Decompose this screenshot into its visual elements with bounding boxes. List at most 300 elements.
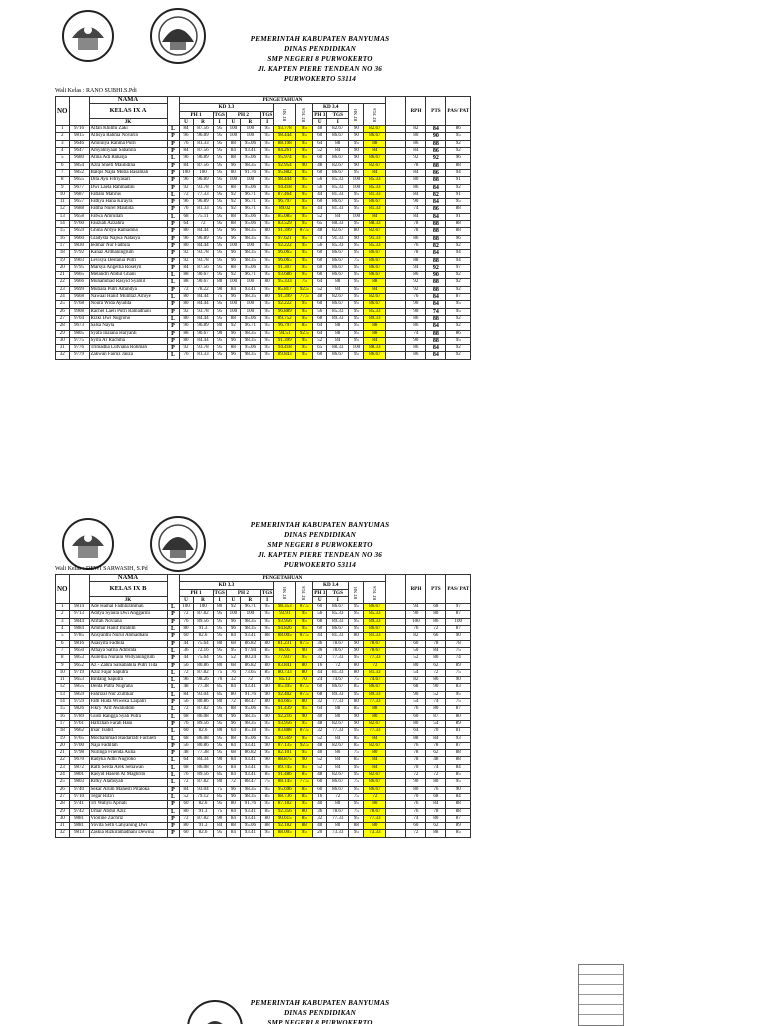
header-line-city: PURWOKERTO 53114 <box>283 75 357 83</box>
cell-tgs3: 90 <box>349 235 364 242</box>
cell-rt-tgs: 95 <box>296 626 313 633</box>
cell-rt-nh-2: 82.67 <box>364 162 386 169</box>
cell-rt-nh-2: 86.67 <box>364 301 386 308</box>
cell-rph: 86 <box>406 345 426 352</box>
cell-pts: 80 <box>426 655 446 662</box>
cell-rt-tgs: 90 <box>296 713 313 720</box>
cell-rt-tgs: 92.5 <box>296 742 313 749</box>
cell-tgs1: 80 <box>213 779 226 786</box>
cell-ph1-u: 44 <box>179 640 193 647</box>
cell-tgs2: 95 <box>260 177 273 184</box>
cell-pas-pat: 75 <box>446 669 471 676</box>
cell-rt-tgs: 80 <box>296 662 313 669</box>
cell-rt-tgs: 92.5 <box>296 286 313 293</box>
cell-rph: 60 <box>406 713 426 720</box>
cell-ph3-r: 85.33 <box>327 611 349 618</box>
cell-rt-tgs: 95 <box>296 206 313 213</box>
cell-tgs2: 85 <box>260 808 273 815</box>
cell-pas-pat: 86 <box>446 330 471 337</box>
cell-tgs3: 95 <box>349 301 364 308</box>
table-row <box>56 742 471 749</box>
cell-spacer <box>386 213 406 220</box>
cell-ph3-u: 44 <box>313 669 327 676</box>
cell-rt-nh-2: 86.67 <box>364 272 386 279</box>
cell-rph: 86 <box>406 140 426 147</box>
cell-rph: 90 <box>406 199 426 206</box>
cell-ph1-r: 96.89 <box>193 235 213 242</box>
cell-ph3-r: 82.67 <box>327 720 349 727</box>
cell-gender: P <box>167 750 179 757</box>
cell-tgs3: 95 <box>349 337 364 344</box>
cell-rt-nh: 91.399 <box>274 337 296 344</box>
cell-no: 11 <box>56 677 70 684</box>
cell-rt-nh-2: 86.67 <box>364 684 386 691</box>
table-row <box>56 677 471 684</box>
cell-gender: P <box>167 699 179 706</box>
r-header: R <box>240 118 260 125</box>
cell-rt-tgs: 95 <box>296 184 313 191</box>
cell-pas-pat: 97 <box>446 264 471 271</box>
ph3-header: PH 3 <box>314 589 326 596</box>
cell-rt-nh: 88.736 <box>274 793 296 800</box>
cell-tgs3: 95 <box>349 221 364 228</box>
cell-no: 23 <box>56 286 70 293</box>
cell-name: Tri Wahyu Apriati <box>89 801 167 808</box>
cell-ph1-u: 44 <box>179 655 193 662</box>
cell-no: 20 <box>56 264 70 271</box>
cell-tgs2: 95 <box>260 618 273 625</box>
cell-ph3-r: 84 <box>327 764 349 771</box>
cell-rt-nh: 91.399 <box>274 228 296 235</box>
cell-ph3-u: 60 <box>313 684 327 691</box>
cell-pas-pat: 83 <box>446 684 471 691</box>
cell-ph3-r: 89.33 <box>327 691 349 698</box>
cell-ph1-r: 87.82 <box>193 779 213 786</box>
cell-nis: 9853 <box>69 655 89 662</box>
cell-ph2-u: 76 <box>226 669 240 676</box>
cell-gender: L <box>167 684 179 691</box>
cell-gender: P <box>167 199 179 206</box>
cell-rt-nh-2: 86.67 <box>364 604 386 611</box>
cell-nis: 9759 <box>69 699 89 706</box>
cell-pts: 84 <box>426 184 446 191</box>
cell-ph1-r: 75.64 <box>193 655 213 662</box>
cell-rt-nh: 96.797 <box>274 199 296 206</box>
cell-ph3-u: 60 <box>313 133 327 140</box>
cell-tgs2: 85 <box>260 793 273 800</box>
cell-name: Mutiara Putri Amindya <box>89 286 167 293</box>
table-row <box>56 764 471 771</box>
cell-rph: 86 <box>406 235 426 242</box>
cell-no: 5 <box>56 633 70 640</box>
cell-pts: 52 <box>426 691 446 698</box>
cell-gender: L <box>167 772 179 779</box>
cell-pas-pat: 75 <box>446 699 471 706</box>
cell-no: 29 <box>56 808 70 815</box>
cell-tgs2: 95 <box>260 169 273 176</box>
cell-tgs2: 95 <box>260 155 273 162</box>
cell-rt-nh: 93.686 <box>274 272 296 279</box>
cell-no: 21 <box>56 750 70 757</box>
cell-gender: L <box>167 808 179 815</box>
cell-rt-nh: 88.145 <box>274 779 296 786</box>
cell-rt-nh: 89.02 <box>274 206 296 213</box>
cell-rph: 70 <box>406 764 426 771</box>
cell-spacer <box>386 830 406 837</box>
cell-tgs2: 75 <box>260 779 273 786</box>
cell-rt-nh-2: 86.67 <box>364 264 386 271</box>
cell-tgs2: 95 <box>260 250 273 257</box>
cell-name: Tegar Rifa'i <box>89 793 167 800</box>
cell-tgs2: 90 <box>260 691 273 698</box>
cell-tgs2: 70 <box>260 677 273 684</box>
cell-pas-pat: 92 <box>446 352 471 359</box>
cell-no: 10 <box>56 191 70 198</box>
cell-pts: 88 <box>426 286 446 293</box>
cell-pas-pat: 85 <box>446 830 471 837</box>
cell-pts: 80 <box>426 779 446 786</box>
cell-name: Asasyifa Fadhila <box>89 640 167 647</box>
cell-tgs1: 85 <box>213 772 226 779</box>
cell-ph1-u: 48 <box>179 684 193 691</box>
cell-gender: P <box>167 257 179 264</box>
cell-ph1-u: 76 <box>179 352 193 359</box>
cell-tgs1: 95 <box>213 250 226 257</box>
cell-pas-pat: 88 <box>446 162 471 169</box>
cell-rt-nh-2: 91.33 <box>364 235 386 242</box>
cell-spacer <box>386 764 406 771</box>
cell-pts: 62 <box>426 823 446 830</box>
cell-no: 4 <box>56 148 70 155</box>
cell-rph: 90 <box>406 691 426 698</box>
header-line-government: PEMERINTAH KABUPATEN BANYUMAS <box>250 999 390 1007</box>
cell-ph2-u: 52 <box>226 655 240 662</box>
cell-ph1-u: 56 <box>179 662 193 669</box>
cell-spacer <box>386 735 406 742</box>
cell-rt-tgs: 95 <box>296 801 313 808</box>
cell-rt-nh-2: 86.67 <box>364 352 386 359</box>
header-line-department: DINAS PENDIDIKAN <box>283 1009 357 1017</box>
cell-ph2-u: 96 <box>226 235 240 242</box>
cell-rt-tgs: 77.5 <box>296 294 313 301</box>
cell-rt-nh: 90.569 <box>274 735 296 742</box>
cell-pas-pat: 95 <box>446 308 471 315</box>
cell-spacer <box>386 235 406 242</box>
cell-ph2-u: 88 <box>226 184 240 191</box>
cell-ph2-u: 92 <box>226 272 240 279</box>
cell-ph2-u: 100 <box>226 242 240 249</box>
cell-rt-nh: 92.222 <box>274 242 296 249</box>
table-row <box>56 286 471 293</box>
cell-ph3-u: 52 <box>313 286 327 293</box>
cell-ph2-u: 88 <box>226 140 240 147</box>
cell-gender: P <box>167 286 179 293</box>
cell-ph3-r: 84 <box>327 757 349 764</box>
kd-3-4-header: KD 3.4 <box>313 104 349 111</box>
cell-tgs3: 85 <box>349 742 364 749</box>
cell-rph: 76 <box>406 626 426 633</box>
cell-pas-pat: 95 <box>446 779 471 786</box>
cell-tgs2: 95 <box>260 184 273 191</box>
cell-rt-nh-2: 86.67 <box>364 779 386 786</box>
cell-ph2-r: 91.76 <box>240 691 260 698</box>
cell-rt-nh: 93.91 <box>274 611 296 618</box>
cell-rt-nh-2: 81.33 <box>364 206 386 213</box>
cell-tgs2: 95 <box>260 301 273 308</box>
cell-ph2-u: 96 <box>226 626 240 633</box>
cell-rt-tgs: 95 <box>296 250 313 257</box>
cell-tgs2: 95 <box>260 352 273 359</box>
cell-ph2-r: 86.82 <box>240 662 260 669</box>
cell-tgs1: 95 <box>213 801 226 808</box>
cell-pts: 74 <box>426 764 446 771</box>
cell-ph3-r: 77.33 <box>327 655 349 662</box>
cell-ph2-r: 85.18 <box>240 728 260 735</box>
cell-spacer <box>386 242 406 249</box>
cell-name: Zakwan Fairuz Jauza <box>89 352 167 359</box>
cell-ph1-r: 72 <box>193 221 213 228</box>
cell-rt-tgs: 95 <box>296 337 313 344</box>
cell-ph1-u: 84 <box>179 264 193 271</box>
cell-pas-pat: 95 <box>446 337 471 344</box>
cell-ph1-u: 92 <box>179 345 193 352</box>
cell-spacer <box>386 611 406 618</box>
cell-rt-tgs: 95 <box>296 352 313 359</box>
cell-spacer <box>386 148 406 155</box>
cell-gender: L <box>167 647 179 654</box>
cell-tgs1: 95 <box>213 191 226 198</box>
cell-tgs3: 95 <box>349 626 364 633</box>
cell-ph2-u: 88 <box>226 823 240 830</box>
cell-ph3-u: 56 <box>313 308 327 315</box>
cell-ph1-u: 88 <box>179 330 193 337</box>
cell-ph2-r: 96.71 <box>240 191 260 198</box>
cell-rph: 92 <box>406 279 426 286</box>
cell-ph3-u: 48 <box>313 772 327 779</box>
cell-ph2-u: 100 <box>226 308 240 315</box>
cell-ph2-u: 84 <box>226 757 240 764</box>
cell-rt-nh: 89.843 <box>274 352 296 359</box>
cell-ph1-r: 93.78 <box>193 308 213 315</box>
cell-nis: 9680 <box>69 155 89 162</box>
cell-gender: L <box>167 294 179 301</box>
cell-ph1-u: 96 <box>179 235 193 242</box>
cell-ph2-u: 96 <box>226 720 240 727</box>
cell-gender: P <box>167 618 179 625</box>
cell-ph2-u: 84 <box>226 830 240 837</box>
cell-ph2-u: 80 <box>226 169 240 176</box>
cell-ph2-u: 92 <box>226 323 240 330</box>
cell-ph2-u: 96 <box>226 713 240 720</box>
cell-name: Muhammad Rasyid Syamil <box>89 279 167 286</box>
cell-pts: 84 <box>426 801 446 808</box>
cell-ph3-u: 48 <box>313 162 327 169</box>
cell-name: Syifa Ar Rachma <box>89 337 167 344</box>
knowledge-header: PENGETAHUAN <box>179 575 386 582</box>
cell-tgs3: 80 <box>349 633 364 640</box>
rt-nh-header: RT NH <box>349 582 364 604</box>
cell-ph1-u: 60 <box>179 728 193 735</box>
table-row <box>56 691 471 698</box>
cell-pas-pat: 91 <box>446 191 471 198</box>
cell-ph1-u: 96 <box>179 177 193 184</box>
cell-rph: 94 <box>406 604 426 611</box>
cell-rt-nh: 82.101 <box>274 750 296 757</box>
cell-spacer <box>386 662 406 669</box>
cell-spacer <box>386 191 406 198</box>
cell-tgs1: 95 <box>213 706 226 713</box>
cell-no: 19 <box>56 257 70 264</box>
cell-rt-nh-2: 85.33 <box>364 177 386 184</box>
cell-nis: 9710 <box>69 793 89 800</box>
cell-tgs3: 80 <box>349 669 364 676</box>
cell-tgs2: 95 <box>260 286 273 293</box>
cell-no: 10 <box>56 669 70 676</box>
cell-rt-tgs: 95 <box>296 221 313 228</box>
table-row <box>56 272 471 279</box>
cell-tgs2: 95 <box>260 330 273 337</box>
u-header: U <box>313 596 327 603</box>
cell-nis: 9657 <box>69 199 89 206</box>
cell-rph: 82 <box>406 677 426 684</box>
cell-pts: 86 <box>426 206 446 213</box>
cell-name: Atina Adi Raharja <box>89 155 167 162</box>
cell-tgs2: 95 <box>260 235 273 242</box>
cell-tgs2: 95 <box>260 750 273 757</box>
cell-pas-pat: 92 <box>446 242 471 249</box>
cell-nis: 9789 <box>69 713 89 720</box>
cell-pts: 88 <box>426 830 446 837</box>
cell-pts: 84 <box>426 735 446 742</box>
cell-ph1-r: 87.56 <box>193 148 213 155</box>
cell-ph3-u: 56 <box>313 611 327 618</box>
cell-name: Fath Huda Wiweka Laipatri <box>89 699 167 706</box>
cell-ph1-r: 80.86 <box>193 742 213 749</box>
cell-ph3-r: 88 <box>327 330 349 337</box>
cell-name: Rafli Serda Arek Setiawan <box>89 764 167 771</box>
cell-rph: 90 <box>406 301 426 308</box>
cell-ph1-r: 100 <box>193 169 213 176</box>
cell-ph3-r: 88.33 <box>327 345 349 352</box>
cell-rt-tgs: 95 <box>296 618 313 625</box>
cell-gender: L <box>167 155 179 162</box>
cell-no: 5 <box>56 155 70 162</box>
cell-ph1-u: 76 <box>179 140 193 147</box>
cell-nis: 9826 <box>69 706 89 713</box>
cell-pas-pat: 87 <box>446 611 471 618</box>
cell-ph1-r: 93.78 <box>193 250 213 257</box>
cell-tgs1: 95 <box>213 337 226 344</box>
cell-ph3-u: 56 <box>313 184 327 191</box>
cell-spacer <box>386 301 406 308</box>
cell-gender: L <box>167 713 179 720</box>
cell-ph1-r: 89.56 <box>193 772 213 779</box>
cell-ph2-u: 96 <box>226 228 240 235</box>
cell-ph2-r: 95.06 <box>240 184 260 191</box>
cell-ph1-u: 56 <box>179 742 193 749</box>
cell-ph2-r: 80.24 <box>240 655 260 662</box>
cell-nis: 9677 <box>69 184 89 191</box>
cell-tgs1: 95 <box>213 830 226 837</box>
cell-ph1-u: 96 <box>179 155 193 162</box>
cell-ph1-u: 72 <box>179 815 193 822</box>
cell-rt-nh: 89.745 <box>274 764 296 771</box>
i-header: I <box>327 118 349 125</box>
cell-no: 1 <box>56 604 70 611</box>
cell-no: 30 <box>56 337 70 344</box>
cell-tgs2: 95 <box>260 162 273 169</box>
cell-ph1-r: 91.3 <box>193 808 213 815</box>
cell-ph2-r: 97.94 <box>240 647 260 654</box>
cell-gender: L <box>167 691 179 698</box>
cell-nis: 9903 <box>69 257 89 264</box>
cell-rt-nh: 96.065 <box>274 250 296 257</box>
cell-gender: P <box>167 250 179 257</box>
cell-tgs1: 95 <box>213 301 226 308</box>
cell-tgs3: 95 <box>349 294 364 301</box>
cell-ph2-u: 80 <box>226 801 240 808</box>
cell-no: 22 <box>56 279 70 286</box>
cell-ph1-u: 84 <box>179 162 193 169</box>
cell-ph3-r: 84 <box>327 337 349 344</box>
cell-rt-nh: 85.085 <box>274 213 296 220</box>
cell-name: Noura Wida Ayudita <box>89 301 167 308</box>
cell-tgs2: 95 <box>260 257 273 264</box>
cell-gender: P <box>167 235 179 242</box>
cell-tgs3: 95 <box>349 279 364 286</box>
cell-tgs3: 95 <box>349 604 364 611</box>
cell-ph1-u: 100 <box>179 604 193 611</box>
cell-tgs3: 95 <box>349 140 364 147</box>
cell-ph2-r: 96.71 <box>240 199 260 206</box>
header-line-government: PEMERINTAH KABUPATEN BANYUMAS <box>250 35 390 43</box>
cell-gender: L <box>167 793 179 800</box>
cell-rph: 78 <box>406 250 426 257</box>
cell-tgs1: 85 <box>213 684 226 691</box>
class-name: KELAS IX A <box>89 104 167 119</box>
cell-rph: 86 <box>406 184 426 191</box>
cell-ph2-u: 88 <box>226 155 240 162</box>
cell-tgs2: 95 <box>260 706 273 713</box>
cell-ph3-u: 48 <box>313 228 327 235</box>
cell-ph2-u: 68 <box>226 750 240 757</box>
cell-ph2-u: 100 <box>226 301 240 308</box>
table-row <box>56 713 471 720</box>
cell-ph2-u: 100 <box>226 133 240 140</box>
cell-ph1-u: 88 <box>179 279 193 286</box>
rt-tgs-header: RT TGS <box>296 582 313 604</box>
cell-ph2-r: 98.35 <box>240 720 260 727</box>
cell-ph1-r: 96.89 <box>193 155 213 162</box>
cell-spacer <box>386 264 406 271</box>
cell-ph2-r: 95.06 <box>240 735 260 742</box>
cell-rt-tgs: 95 <box>296 308 313 315</box>
cell-nis: 9805 <box>69 330 89 337</box>
cell-nis: 9765 <box>69 735 89 742</box>
cell-ph2-r: 98.35 <box>240 626 260 633</box>
cell-tgs1: 95 <box>213 177 226 184</box>
cell-ph2-r: 96.71 <box>240 206 260 213</box>
cell-rt-tgs: 95 <box>296 611 313 618</box>
cell-ph3-r: 81.33 <box>327 191 349 198</box>
cell-rt-nh: 84.261 <box>274 148 296 155</box>
cell-tgs1: 95 <box>213 352 226 359</box>
cell-pts: 90 <box>426 133 446 140</box>
cell-rt-nh-2: 84 <box>364 337 386 344</box>
cell-rt-nh: 85.13 <box>274 677 296 684</box>
cell-tgs3: 75 <box>349 793 364 800</box>
cell-rph: 80 <box>406 177 426 184</box>
